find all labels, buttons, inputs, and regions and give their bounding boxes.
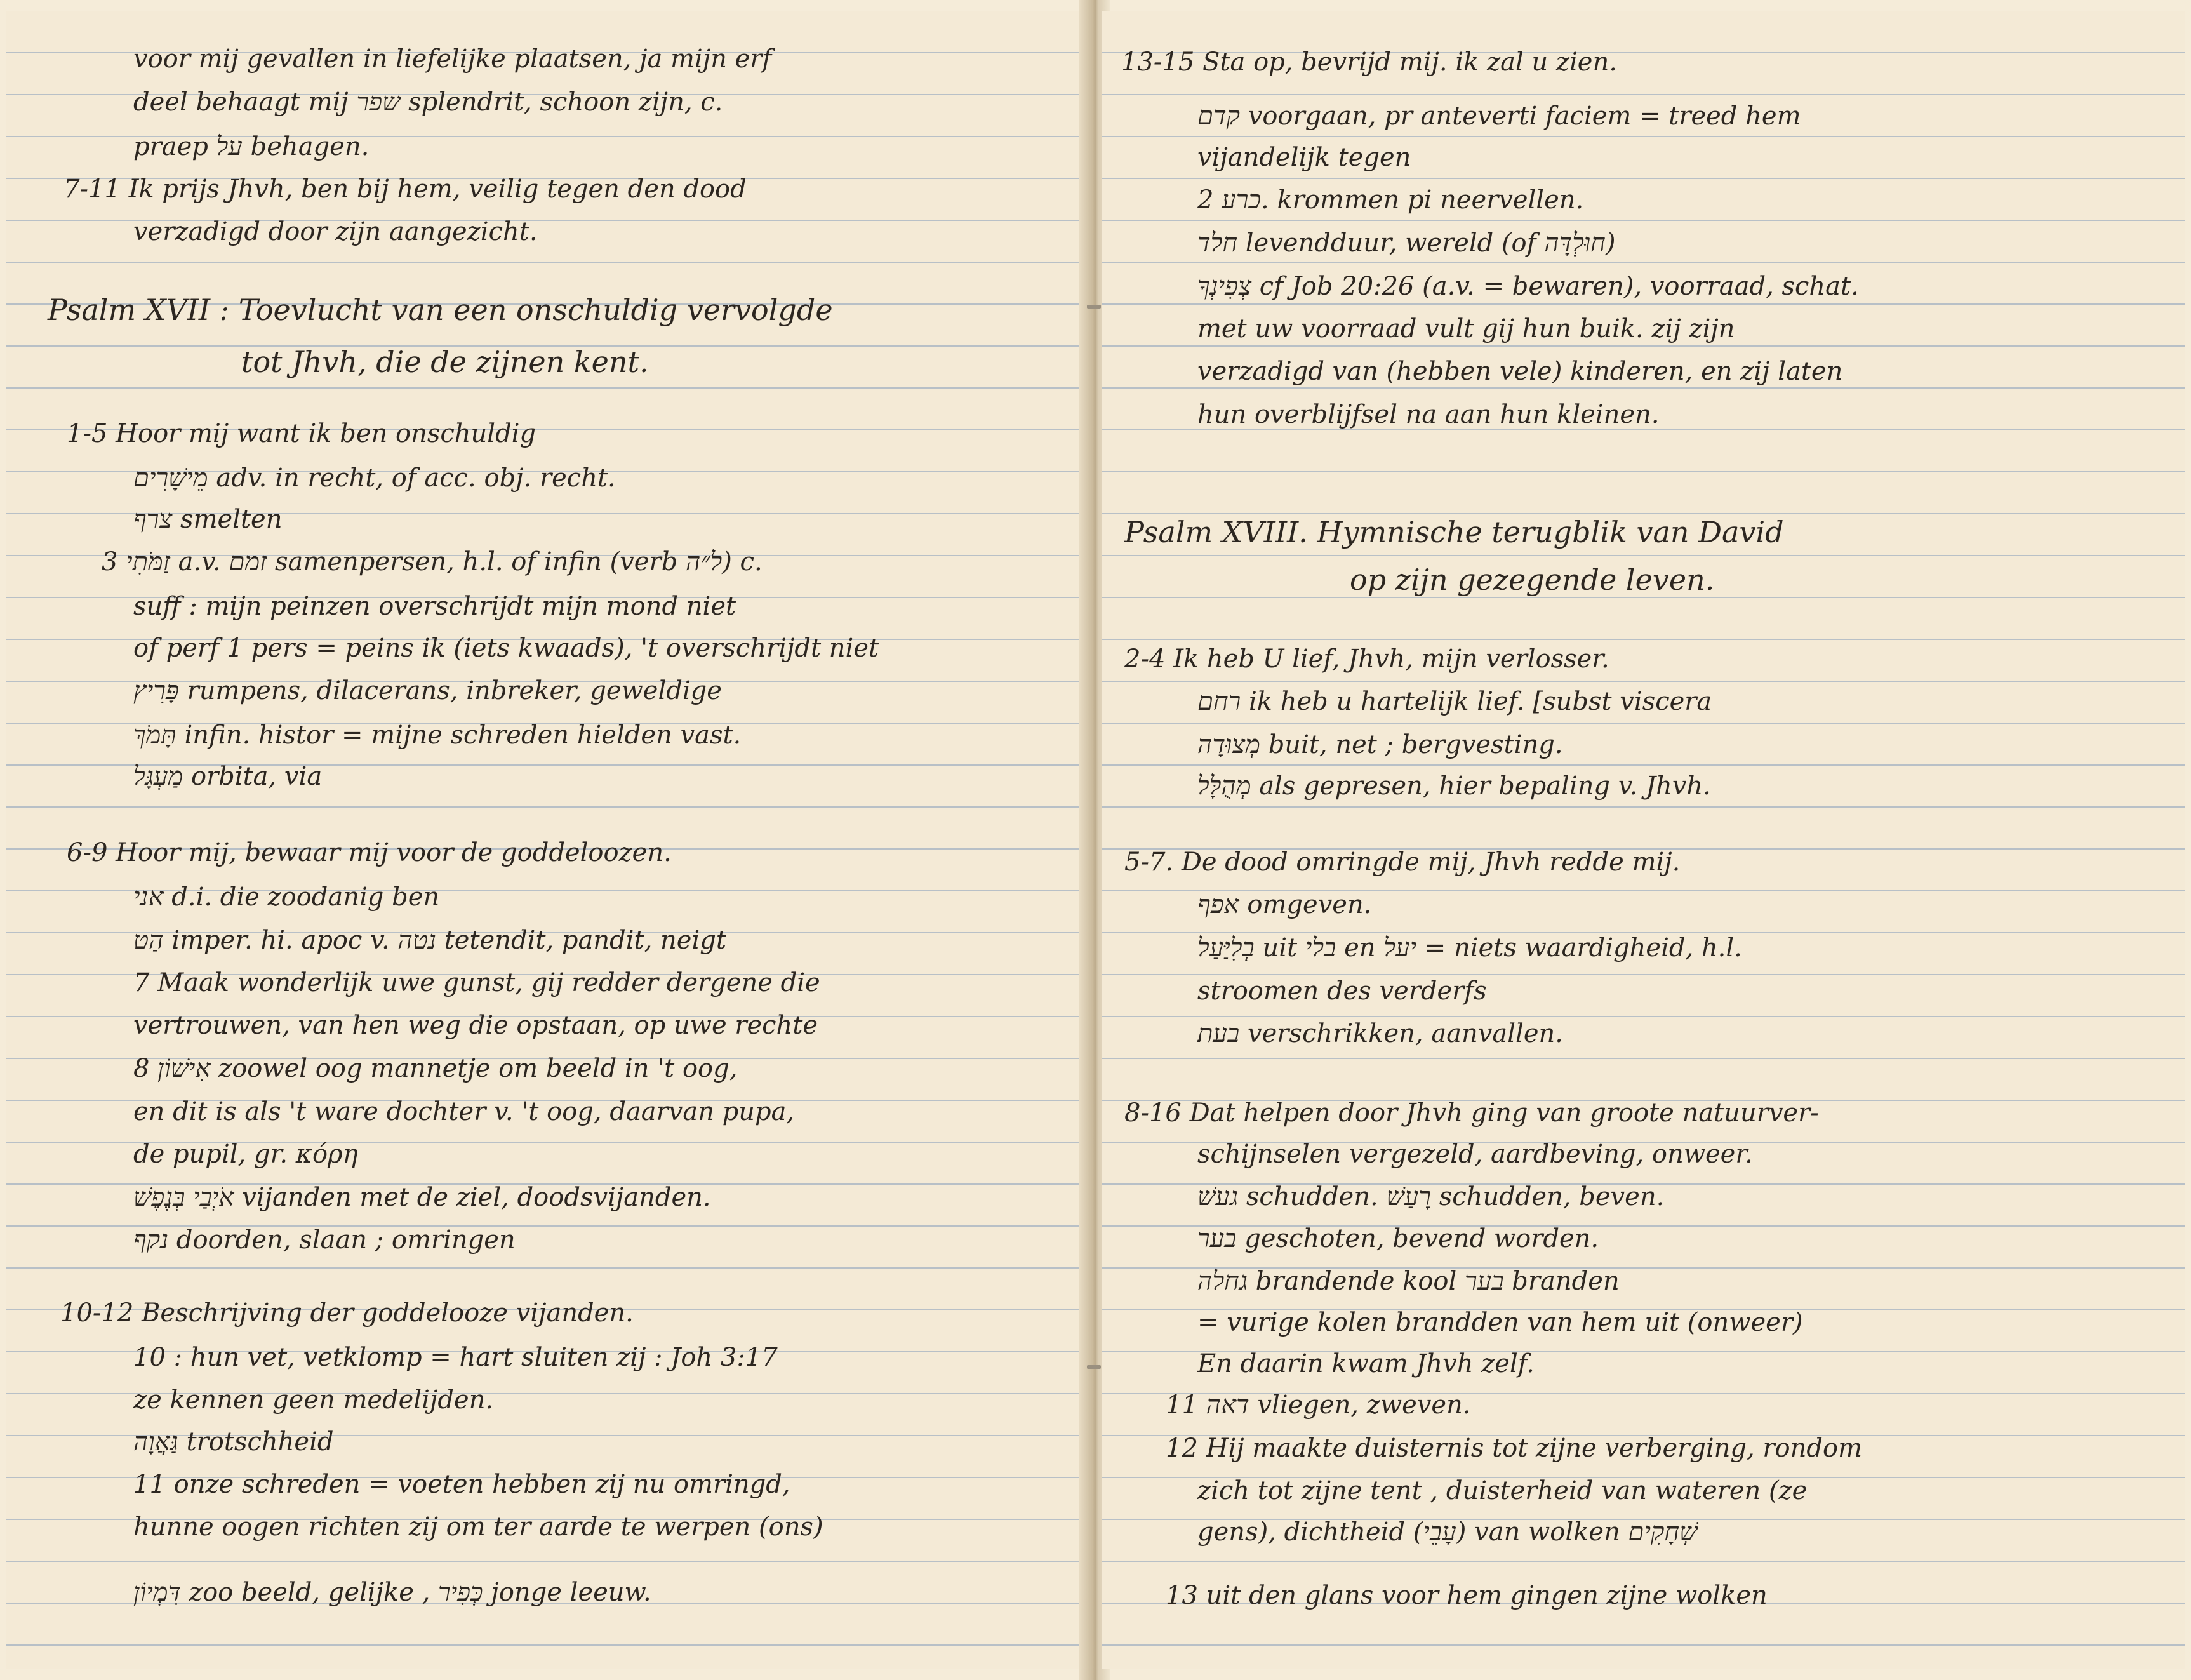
- text-line: נקף doorden, slaan ; omringen: [133, 1225, 516, 1255]
- text-line: 13 uit den glans voor hem gingen zijne wolken: [1166, 1581, 1768, 1610]
- text-line: stroomen des verderfs: [1197, 977, 1487, 1006]
- text-line: 1-5 Hoor mij want ik ben onschuldig: [67, 419, 536, 448]
- text-line: מְצוּדָה buit, net ; bergvesting.: [1197, 730, 1563, 759]
- text-line: 7 Maak wonderlijk uwe gunst, gij redder dergene die: [133, 968, 820, 997]
- text-line: אני d.i. die zoodanig ben: [133, 883, 440, 912]
- text-line: hunne oogen richten zij om ter aarde te werpen (ons): [133, 1512, 823, 1542]
- text-line: גחלה brandende kool בער branden: [1197, 1267, 1620, 1296]
- staple: [1087, 305, 1101, 309]
- text-line: תָּמֹךְ infin. histor = mijne schreden hielden vast.: [133, 721, 742, 750]
- text-line: gens), dichtheid (עָבֵי) van wolken שְׁחָקִים: [1197, 1517, 1698, 1547]
- section-heading: Psalm XVII : Toevlucht van een onschuldig vervolgde: [48, 293, 833, 327]
- text-line: En daarin kwam Jhvh zelf.: [1197, 1349, 1535, 1378]
- text-line: = vurige kolen brandden van hem uit (onweer): [1197, 1308, 1803, 1337]
- text-line: en dit is als 't ware dochter v. 't oog, daarvan pupa,: [133, 1097, 795, 1126]
- text-line: 8-16 Dat helpen door Jhvh ging van groote natuurver-: [1124, 1098, 1819, 1128]
- text-line: גַּאֲוָה trotschheid: [133, 1427, 334, 1457]
- text-line: voor mij gevallen in liefelijke plaatsen, ja mijn erf: [133, 44, 772, 74]
- text-line: אפף omgeven.: [1197, 890, 1372, 919]
- section-heading: op zijn gezegende leven.: [1350, 563, 1715, 597]
- section-heading: Psalm XVIII. Hymnische terugblik van David: [1124, 515, 1784, 549]
- text-line: חלד levendduur, wereld (of חוּלְדָּה): [1197, 229, 1616, 258]
- text-line: אֹיְבַי בְּנֶפֶשׁ vijanden met de ziel, doodsvijanden.: [133, 1183, 711, 1212]
- text-line: hun overblijfsel na aan hun kleinen.: [1197, 400, 1660, 429]
- text-line: דִּמְיוֹן zoo beeld, gelijke , כְּפִיר jonge leeuw.: [133, 1578, 651, 1607]
- staple: [1087, 1365, 1101, 1369]
- text-line: suff : mijn peinzen overschrijdt mijn mond niet: [133, 592, 736, 621]
- text-line: 11 דאה vliegen, zweven.: [1166, 1390, 1471, 1420]
- right-page: [1102, 11, 2185, 1669]
- text-line: zich tot zijne tent , duisterheid van wateren (ze: [1197, 1476, 1808, 1505]
- text-line: 11 onze schreden = voeten hebben zij nu omringd,: [133, 1470, 790, 1499]
- section-heading: tot Jhvh, die de zijnen kent.: [241, 345, 649, 379]
- text-line: רחם ik heb u hartelijk lief. [subst viscera: [1197, 687, 1712, 716]
- text-line: 10 : hun vet, vetklomp = hart sluiten zij : Joh 3:17: [133, 1343, 778, 1372]
- text-line: קדם voorgaan, pr anteverti faciem = treed hem: [1197, 102, 1801, 131]
- text-line: schijnselen vergezeld, aardbeving, onweer.: [1197, 1140, 1753, 1169]
- text-line: 10-12 Beschrijving der goddelooze vijanden.: [60, 1298, 634, 1328]
- text-line: praep על behagen.: [133, 132, 370, 161]
- text-line: בעת verschrikken, aanvallen.: [1197, 1019, 1563, 1048]
- text-line: געשׁ schudden. רָעַשׁ schudden, beven.: [1197, 1182, 1665, 1211]
- text-line: 8 אִישׁוֹן zoowel oog mannetje om beeld in 't oog,: [133, 1054, 738, 1083]
- text-line: כרע 2. krommen pi neervellen.: [1197, 185, 1584, 215]
- left-page: [6, 11, 1086, 1669]
- text-line: בְלִיַּעַל uit בלי en יעל = niets waardigheid, h.l.: [1197, 933, 1742, 963]
- text-line: 7-11 Ik prijs Jhvh, ben bij hem, veilig tegen den dood: [63, 175, 747, 204]
- text-line: הַט imper. hi. apoc v. נטה tetendit, pandit, neigt: [133, 926, 726, 955]
- text-line: צרף smelten: [133, 505, 283, 534]
- text-line: 12 Hij maakte duisternis tot zijne verberging, rondom: [1166, 1434, 1863, 1463]
- text-line: פָּרִיץ rumpens, dilacerans, inbreker, geweldige: [133, 676, 722, 705]
- text-line: בער geschoten, bevend worden.: [1197, 1224, 1599, 1253]
- text-line: verzadigd van (hebben vele) kinderen, en zij laten: [1197, 357, 1843, 386]
- text-line: מְהֻלָּל als gepresen, hier bepaling v. Jhvh.: [1197, 771, 1711, 801]
- text-line: of perf 1 pers = peins ik (iets kwaads), 't overschrijdt niet: [133, 634, 879, 663]
- text-line: 2-4 Ik heb U lief, Jhvh, mijn verlosser.: [1124, 644, 1609, 674]
- text-line: 3 זַמֹּתִי a.v. זמם samenpersen, h.l. of infin (verb ל״ה) c.: [102, 547, 763, 577]
- text-line: 5-7. De dood omringde mij, Jhvh redde mij.: [1124, 848, 1681, 877]
- text-line: met uw voorraad vult gij hun buik. zij zijn: [1197, 314, 1735, 343]
- text-line: 13-15 Sta op, bevrijd mij. ik zal u zien.: [1121, 48, 1617, 77]
- text-line: מַעְגָּל orbita, via: [133, 762, 323, 791]
- text-line: vertrouwen, van hen weg die opstaan, op uwe rechte: [133, 1011, 818, 1040]
- text-line: צְפִינְךָ cf Job 20:26 (a.v. = bewaren), voorraad, schat.: [1197, 272, 1859, 301]
- text-line: vijandelijk tegen: [1197, 143, 1411, 172]
- text-line: verzadigd door zijn aangezicht.: [133, 217, 538, 246]
- text-line: 6-9 Hoor mij, bewaar mij voor de goddeloozen.: [67, 838, 672, 867]
- text-line: deel behaagt mij שפר splendrit, schoon zijn, c.: [133, 88, 723, 117]
- text-line: ze kennen geen medelijden.: [133, 1385, 494, 1415]
- text-line: מֵישָׁרִים adv. in recht, of acc. obj. recht.: [133, 463, 616, 493]
- text-line: de pupil, gr. κόρη: [133, 1140, 358, 1169]
